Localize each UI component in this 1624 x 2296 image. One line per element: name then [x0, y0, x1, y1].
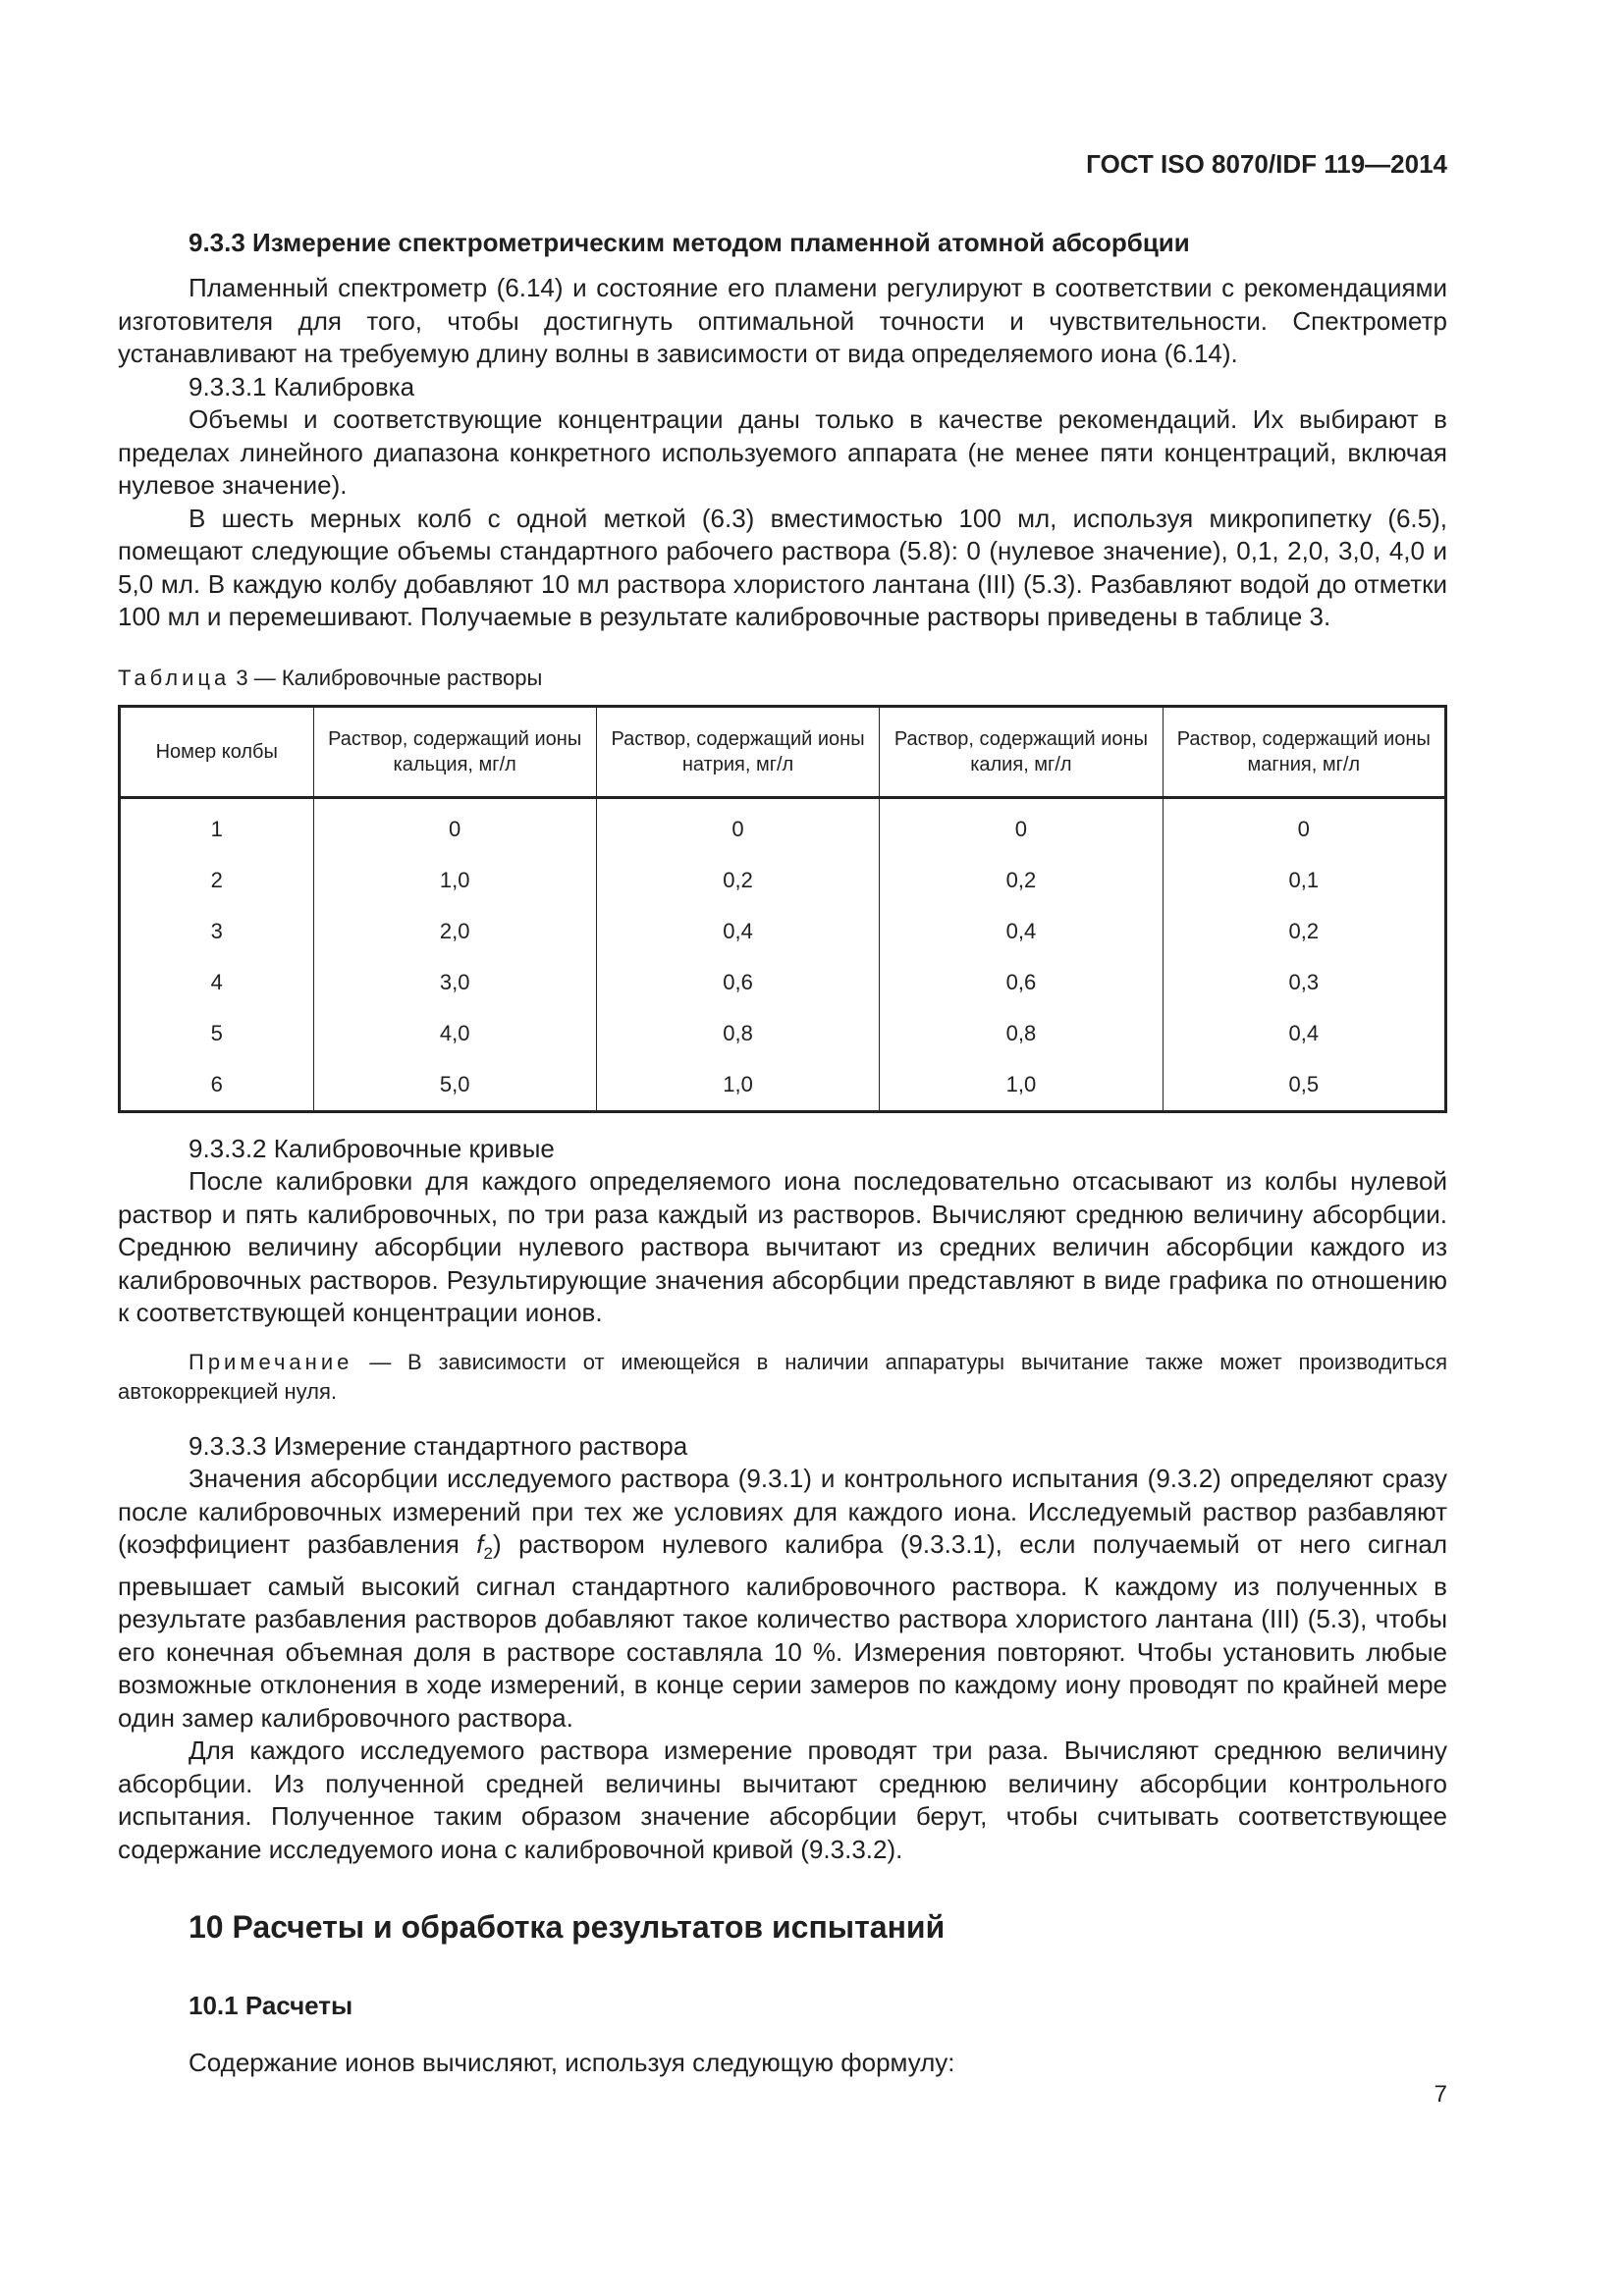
section-9-3-3-1-paragraph-2: В шесть мерных колб с одной меткой (6.3) вместимостью 100 мл, используя микропипетку (6.5), помещают следующие объемы стандартного рабочего раствора (5.8): 0 (нулевое значение), 0,1, 2,0, 3,0, 4,0 и 5,0 мл. В каждую колбу добавляют 10 мл раствора хлористого лантана (III) (5.3). Разбавляют водой до отметки 100 мл и перемешивают. Получаемые в результате калибровочные растворы приведены в таблице 3.: [118, 503, 1447, 631]
note-prefix: Примечание: [189, 1349, 353, 1374]
table-cell: 0,1: [1163, 855, 1445, 906]
table-row: [120, 906, 1446, 957]
table-cell: 2: [120, 855, 314, 906]
table-cell: 0,3: [1163, 957, 1445, 1008]
table-cell: 1: [120, 797, 314, 855]
table-header-cell: Номер колбы: [120, 706, 314, 797]
page-number: 7: [1434, 2081, 1447, 2108]
paragraph-part-a: Значения абсорбции исследуемого раствора (9.3.1) и контрольного испытания (9.3.2) определяют сразу после калибровочных измерений при тех же условиях для каждого иона. Исследуемый раствор разбавляют (коэффициент разбавления: [118, 1464, 1447, 1559]
table-cell: 0,2: [880, 855, 1163, 906]
table-header-cell: Раствор, содержащий ионы кальция, мг/л: [313, 706, 596, 797]
table-cell: 3: [120, 906, 314, 957]
table-caption: [118, 666, 1447, 691]
table-caption-prefix: Таблица: [118, 665, 231, 690]
table-cell: 6: [120, 1059, 314, 1112]
table-cell: 0: [596, 797, 879, 855]
table-cell: 0,8: [596, 1008, 879, 1059]
table-cell: 4: [120, 957, 314, 1008]
table-cell: 0: [313, 797, 596, 855]
table-cell: 1,0: [596, 1059, 879, 1112]
table-cell: 0,2: [1163, 906, 1445, 957]
table-header-cell: Раствор, содержащий ионы магния, мг/л: [1163, 706, 1445, 797]
section-9-3-3-paragraph: Пламенный спектрометр (6.14) и состояние его пламени регулируют в соответствии с рекомендациями изготовителя для того, чтобы достигнуть оптимальной точности и чувствительности. Спектрометр устанавливают на требуемую длину волны в зависимости от вида определяемого иона (6.14).: [118, 273, 1447, 368]
dilution-factor-symbol: f: [476, 1529, 484, 1559]
document-header: ГОСТ ISO 8070/IDF 119—2014: [1086, 149, 1447, 179]
note-text: — В зависимости от имеющейся в наличии аппаратуры вычитание также может производиться автокоррекцией нуля.: [118, 1349, 1447, 1404]
section-9-3-3-3-paragraph-1: [118, 1463, 1447, 1735]
table-header-cell: Раствор, содержащий ионы натрия, мг/л: [596, 706, 879, 797]
table-caption-text: 3 — Калибровочные растворы: [230, 665, 543, 690]
table-cell: 0,2: [596, 855, 879, 906]
section-9-3-3-2-title: 9.3.3.2 Калибровочные кривые: [189, 1133, 555, 1163]
table-cell: 5,0: [313, 1059, 596, 1112]
table-row: [120, 1008, 1446, 1059]
paragraph-part-b: ) раствором нулевого калибра (9.3.3.1), если получаемый от него сигнал превышает самый высокий сигнал стандартного калибровочного раствора. К каждому из полученных в результате разбавления растворов добавляют такое количество раствора хлористого лантана (III) (5.3), чтобы его конечная объемная доля в растворе составляла 10 %. Измерения повторяют. Чтобы установить любые возможные отклонения в ходе измерений, в конце серии замеров по каждому иону проводят по крайней мере один замер калибровочного раствора.: [118, 1529, 1447, 1733]
note: [118, 1348, 1447, 1407]
table-row: [120, 855, 1446, 906]
table-header-cell: Раствор, содержащий ионы калия, мг/л: [880, 706, 1163, 797]
section-9-3-3-3-title: 9.3.3.3 Измерение стандартного раствора: [189, 1430, 688, 1461]
section-10-1-title: 10.1 Расчеты: [189, 1991, 353, 2021]
section-9-3-3-title: 9.3.3 Измерение спектрометрическим методом пламенной атомной абсорбции: [189, 228, 1190, 257]
page-content: [118, 228, 1447, 2080]
section-9-3-3-1-paragraph-1: Объемы и соответствующие концентрации даны только в качестве рекомендаций. Их выбирают в пределах линейного диапазона конкретного используемого аппарата (не менее пяти концентраций, включая нулевое значение).: [118, 404, 1447, 500]
section-9-3-3-2-paragraph: После калибровки для каждого определяемого иона последовательно отсасывают из колбы нулевой раствор и пять калибровочных, по три раза каждый из растворов. Вычисляют среднюю величину абсорбции. Среднюю величину абсорбции нулевого раствора вычитают из средних величин абсорбции каждого из калибровочных растворов. Результирующие значения абсорбции представляют в виде графика по отношению к соответствующей концентрации ионов.: [118, 1166, 1447, 1327]
table-cell: 2,0: [313, 906, 596, 957]
table-cell: 0,4: [596, 906, 879, 957]
table-cell: 3,0: [313, 957, 596, 1008]
table-cell: 0,6: [596, 957, 879, 1008]
table-cell: 0: [880, 797, 1163, 855]
table-cell: 0,4: [880, 906, 1163, 957]
table-cell: 0,8: [880, 1008, 1163, 1059]
section-9-3-3-3-paragraph-2: Для каждого исследуемого раствора измерение проводят три раза. Вычисляют среднюю величину абсорбции. Из полученной средней величины вычитают среднюю величину абсорбции контрольного испытания. Полученное таким образом значение абсорбции берут, чтобы считывать соответствующее содержание исследуемого иона с калибровочной кривой (9.3.3.2).: [118, 1735, 1447, 1864]
table-row: [120, 1059, 1446, 1112]
section-10-title: 10 Расчеты и обработка результатов испытаний: [189, 1909, 946, 1946]
table-cell: 0,4: [1163, 1008, 1445, 1059]
table-cell: 4,0: [313, 1008, 596, 1059]
section-9-3-3-1-title: 9.3.3.1 Калибровка: [189, 371, 415, 401]
table-cell: 0: [1163, 797, 1445, 855]
table-cell: 0,6: [880, 957, 1163, 1008]
table-cell: 1,0: [313, 855, 596, 906]
table-row: [120, 957, 1446, 1008]
table-cell: 0,5: [1163, 1059, 1445, 1112]
dilution-factor-subscript: 2: [483, 1544, 493, 1564]
section-10-1-paragraph: Содержание ионов вычисляют, используя следующую формулу:: [189, 2048, 955, 2078]
table-header-row: [120, 706, 1446, 797]
calibration-table: [118, 705, 1447, 1113]
table-cell: 5: [120, 1008, 314, 1059]
table-cell: 1,0: [880, 1059, 1163, 1112]
table-row: [120, 797, 1446, 855]
